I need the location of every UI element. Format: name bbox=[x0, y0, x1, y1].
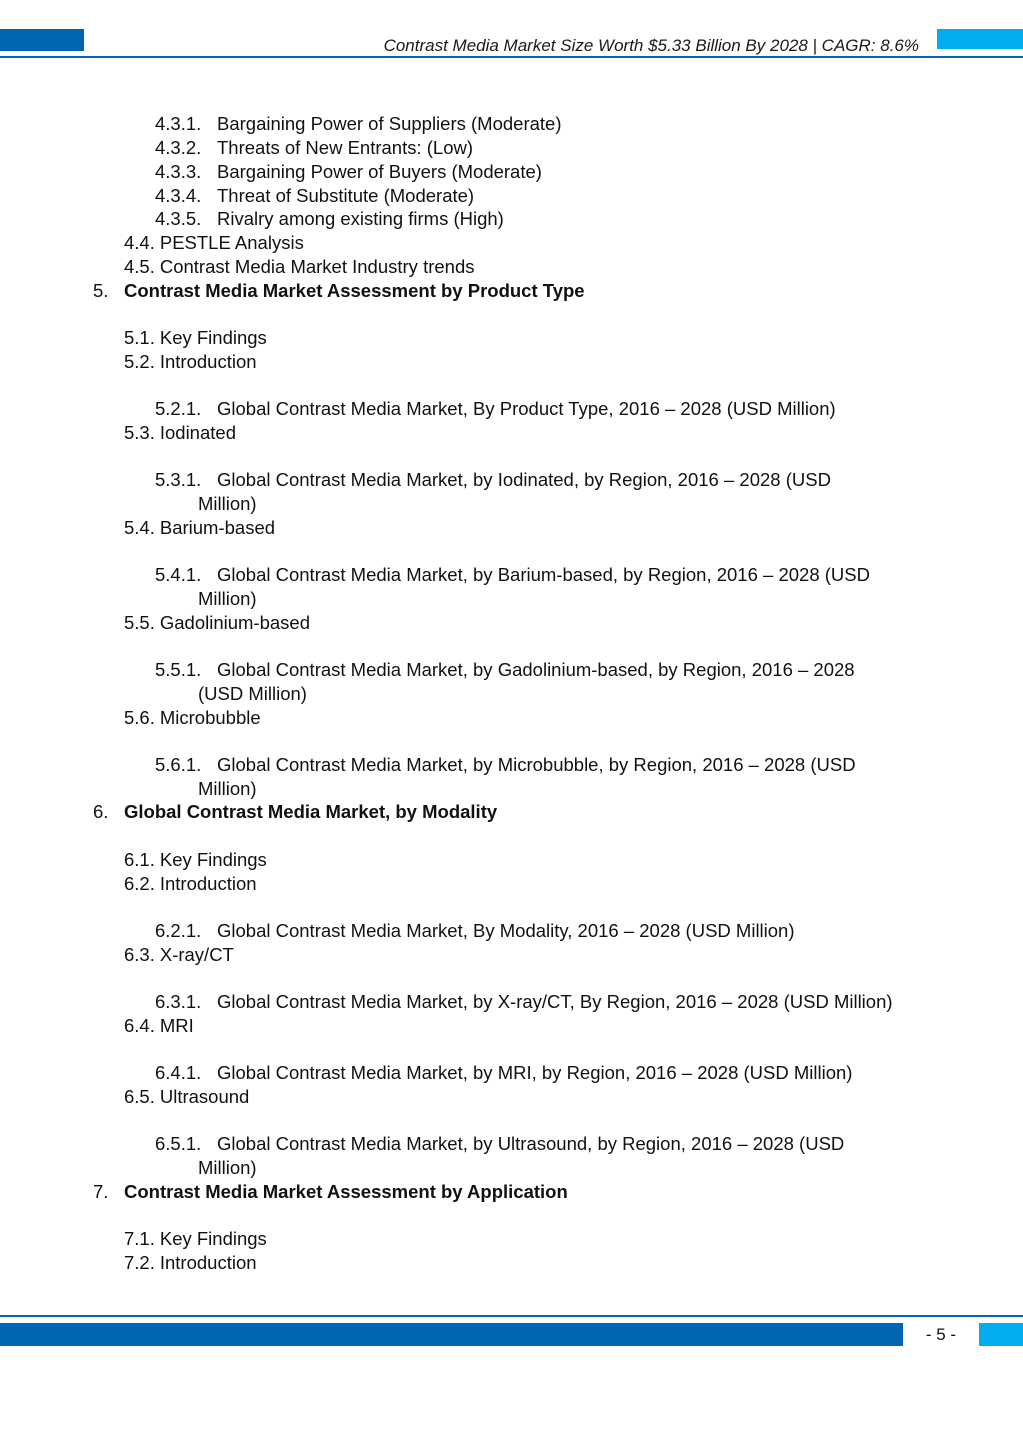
toc-number: 5.5.1. bbox=[155, 659, 202, 680]
toc-label: PESTLE Analysis bbox=[159, 232, 304, 253]
toc-label: Introduction bbox=[159, 351, 257, 372]
toc-number: 4.3.2. bbox=[155, 137, 202, 158]
toc-label: MRI bbox=[159, 1015, 194, 1036]
toc-number: 5.2. bbox=[124, 351, 155, 372]
toc-label: X-ray/CT bbox=[159, 944, 234, 965]
toc-entry bbox=[124, 848, 267, 872]
header-title: Contrast Media Market Size Worth $5.33 Billion By 2028 | CAGR: 8.6% bbox=[383, 36, 919, 55]
toc-label: Contrast Media Market Assessment by Application bbox=[124, 1181, 568, 1202]
toc-number: 6.4. bbox=[124, 1015, 155, 1036]
toc-label: Threat of Substitute (Moderate) bbox=[217, 185, 475, 206]
toc-entry bbox=[124, 231, 304, 255]
toc-label: Global Contrast Media Market, By Product Type, 2016 – 2028 (USD Million) bbox=[217, 398, 836, 419]
page-number: - 5 - bbox=[925, 1325, 957, 1344]
toc-number: 5.6.1. bbox=[155, 754, 202, 775]
toc-entry bbox=[124, 516, 275, 540]
toc-label: Global Contrast Media Market, by MRI, by Region, 2016 – 2028 (USD Million) bbox=[217, 1062, 853, 1083]
toc-label-continuation: (USD Million) bbox=[198, 683, 307, 704]
toc-entry bbox=[124, 1251, 257, 1275]
toc-label: Global Contrast Media Market, by Ultrasound, by Region, 2016 – 2028 (USD bbox=[217, 1133, 845, 1154]
footer-rule bbox=[0, 1315, 1023, 1317]
toc-label: Introduction bbox=[159, 873, 257, 894]
header-accent-left bbox=[0, 29, 84, 51]
toc-number: 5.5. bbox=[124, 612, 155, 633]
toc-number: 6.4.1. bbox=[155, 1062, 202, 1083]
toc-number: 4.4. bbox=[124, 232, 155, 253]
toc-entry bbox=[155, 112, 561, 136]
toc-label: Global Contrast Media Market, by Microbubble, by Region, 2016 – 2028 (USD bbox=[217, 754, 856, 775]
toc-number: 6.3.1. bbox=[155, 991, 202, 1012]
toc-number: 5. bbox=[93, 280, 109, 301]
toc-label: Contrast Media Market Industry trends bbox=[159, 256, 475, 277]
toc-label: Gadolinium-based bbox=[159, 612, 311, 633]
toc-label: Iodinated bbox=[159, 422, 236, 443]
footer-bar-left bbox=[0, 1323, 903, 1346]
toc-entry bbox=[124, 1085, 249, 1109]
toc-label-continuation: Million) bbox=[198, 778, 257, 799]
toc-entry bbox=[155, 207, 504, 231]
toc-number: 5.3.1. bbox=[155, 469, 202, 490]
toc-label: Global Contrast Media Market, by Iodinated, by Region, 2016 – 2028 (USD bbox=[217, 469, 831, 490]
toc-label: Global Contrast Media Market, by Gadolinium-based, by Region, 2016 – 2028 bbox=[217, 659, 855, 680]
toc-number: 5.6. bbox=[124, 707, 155, 728]
toc-number: 5.4.1. bbox=[155, 564, 202, 585]
toc-label-continuation: Million) bbox=[198, 1157, 257, 1178]
toc-label: Rivalry among existing firms (High) bbox=[217, 208, 504, 229]
toc-label: Global Contrast Media Market, by X-ray/CT, By Region, 2016 – 2028 (USD Million) bbox=[217, 991, 893, 1012]
toc-number: 4.3.4. bbox=[155, 185, 202, 206]
toc-entry bbox=[124, 1014, 194, 1038]
toc-label: Microbubble bbox=[159, 707, 261, 728]
header-rule bbox=[0, 56, 1023, 58]
toc-section-heading bbox=[93, 279, 585, 303]
toc-entry bbox=[124, 611, 310, 635]
footer-bar-right bbox=[979, 1323, 1023, 1346]
toc-number: 6.5. bbox=[124, 1086, 155, 1107]
toc-entry bbox=[124, 706, 261, 730]
toc-number: 4.5. bbox=[124, 256, 155, 277]
toc-entry bbox=[155, 184, 474, 208]
toc-number: 4.3.5. bbox=[155, 208, 202, 229]
toc-entry bbox=[155, 468, 831, 492]
toc-entry bbox=[124, 350, 257, 374]
toc-label-continuation: Million) bbox=[198, 588, 257, 609]
toc-entry bbox=[124, 255, 475, 279]
toc-entry bbox=[155, 919, 795, 943]
toc-entry bbox=[155, 658, 855, 682]
toc-entry bbox=[155, 753, 856, 777]
toc-number: 6.5.1. bbox=[155, 1133, 202, 1154]
toc-label: Global Contrast Media Market, By Modality, 2016 – 2028 (USD Million) bbox=[217, 920, 795, 941]
toc-number: 5.4. bbox=[124, 517, 155, 538]
toc-entry bbox=[155, 990, 893, 1014]
toc-entry bbox=[155, 1132, 844, 1156]
header-accent-right bbox=[937, 29, 1023, 49]
toc-number: 6.2.1. bbox=[155, 920, 202, 941]
toc-entry bbox=[124, 872, 257, 896]
toc-entry bbox=[155, 397, 836, 421]
toc-entry bbox=[155, 563, 870, 587]
toc-number: 5.2.1. bbox=[155, 398, 202, 419]
toc-entry bbox=[124, 1227, 267, 1251]
toc-entry bbox=[124, 421, 236, 445]
toc-number: 4.3.3. bbox=[155, 161, 202, 182]
toc-label: Key Findings bbox=[159, 1228, 267, 1249]
toc-label: Threats of New Entrants: (Low) bbox=[217, 137, 474, 158]
toc-label: Bargaining Power of Buyers (Moderate) bbox=[217, 161, 542, 182]
toc-entry bbox=[155, 160, 542, 184]
toc-number: 6.3. bbox=[124, 944, 155, 965]
toc-number: 6. bbox=[93, 801, 109, 822]
toc-number: 6.1. bbox=[124, 849, 155, 870]
toc-label: Ultrasound bbox=[159, 1086, 250, 1107]
toc-section-heading bbox=[93, 1180, 568, 1204]
toc-label-continuation: Million) bbox=[198, 493, 257, 514]
toc-number: 5.1. bbox=[124, 327, 155, 348]
toc-label: Key Findings bbox=[159, 327, 267, 348]
toc-label: Barium-based bbox=[159, 517, 276, 538]
toc-number: 5.3. bbox=[124, 422, 155, 443]
toc-number: 4.3.1. bbox=[155, 113, 202, 134]
toc-label: Global Contrast Media Market, by Modality bbox=[124, 801, 498, 822]
toc-entry bbox=[124, 943, 234, 967]
toc-label: Introduction bbox=[159, 1252, 257, 1273]
toc-entry bbox=[124, 326, 267, 350]
toc-label: Contrast Media Market Assessment by Product Type bbox=[124, 280, 585, 301]
toc-number: 7.2. bbox=[124, 1252, 155, 1273]
toc-label: Key Findings bbox=[159, 849, 267, 870]
toc-number: 7.1. bbox=[124, 1228, 155, 1249]
toc-number: 6.2. bbox=[124, 873, 155, 894]
toc-label: Bargaining Power of Suppliers (Moderate) bbox=[217, 113, 562, 134]
toc-label: Global Contrast Media Market, by Barium-based, by Region, 2016 – 2028 (USD bbox=[217, 564, 870, 585]
toc-entry bbox=[155, 1061, 852, 1085]
toc-section-heading bbox=[93, 800, 497, 824]
toc-entry bbox=[155, 136, 473, 160]
toc-number: 7. bbox=[93, 1181, 109, 1202]
